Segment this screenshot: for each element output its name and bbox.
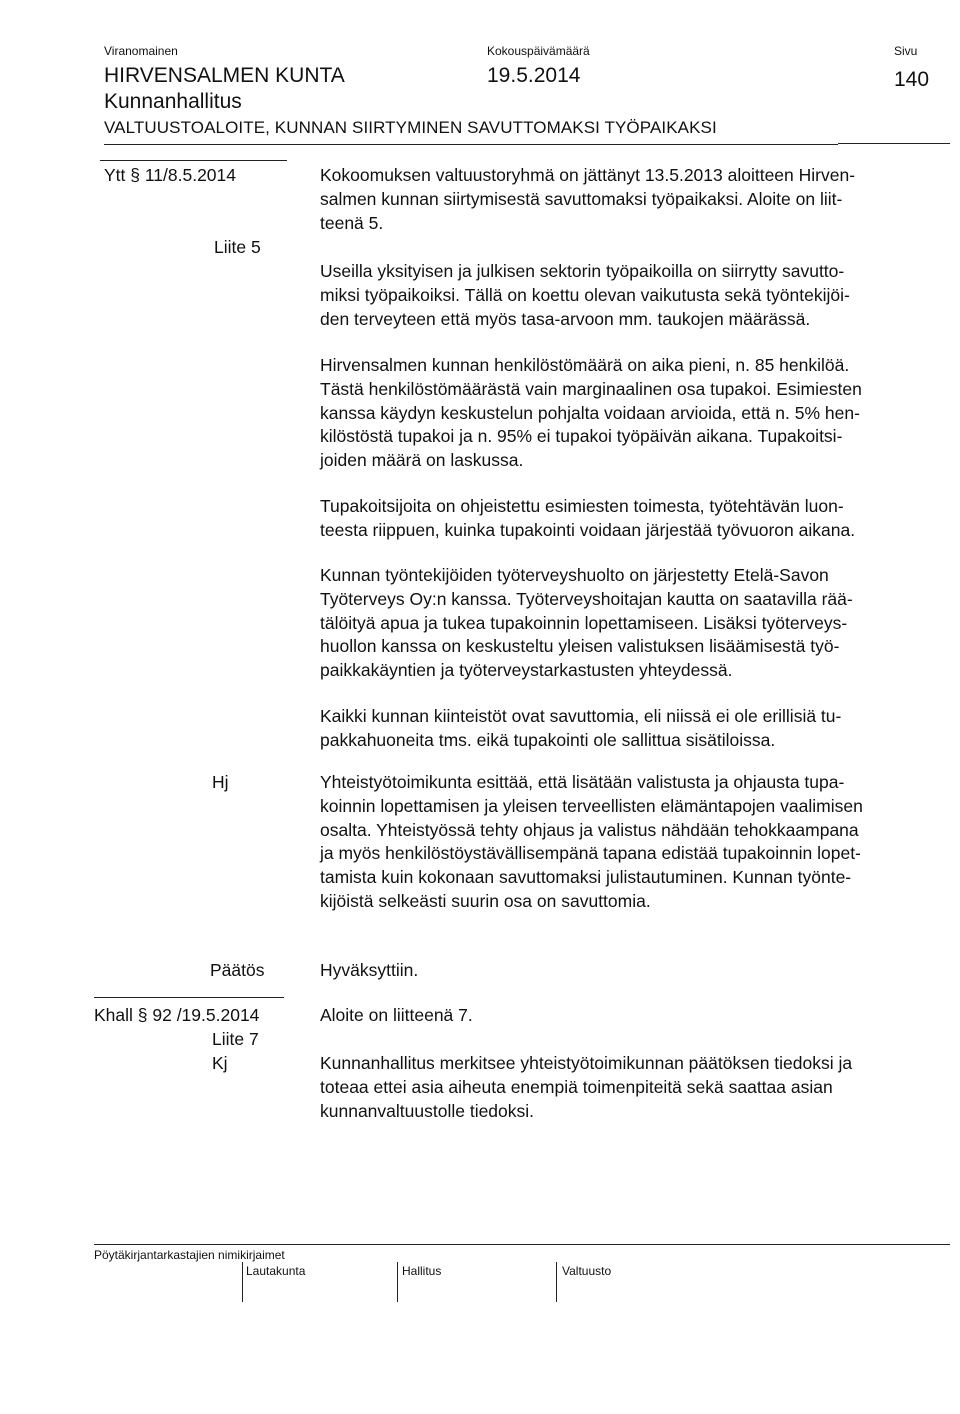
authority-name: HIRVENSALMEN KUNTA [104, 64, 345, 87]
paragraph: Kaikki kunnan kiinteistöt ovat savuttomia, eli niissä ei ole erillisiä tu- pakkahuoneita tms. eikä tupakointi ole sallittua sisätiloissa. [320, 706, 842, 750]
proposal-text: Kunnanhallitus merkitsee yhteistyötoimikunnan päätöksen tiedoksi ja toteaa ettei asia aiheuta enempiä toimenpiteitä sekä saattaa asian kunnanvaltuustolle tiedoksi. [320, 1053, 853, 1121]
page-title: VALTUUSTOALOITE, KUNNAN SIIRTYMINEN SAVUTTOMAKSI TYÖPAIKAKSI [104, 118, 717, 137]
decision-text: Hyväksyttiin. [320, 960, 419, 980]
section-rule [100, 160, 287, 161]
attachment-text: Aloite on liitteenä 7. [320, 1005, 473, 1025]
signatures-label: Pöytäkirjantarkastajien nimikirjaimet [94, 1248, 285, 1262]
meeting-date-label: Kokouspäivämäärä [487, 44, 590, 58]
footer-rule [94, 1244, 950, 1245]
proposal-text: Yhteistyötoimikunta esittää, että lisätään valistusta ja ohjausta tupa- koinnin lopettamisen ja yleisen terveellisten elämäntapojen vaalimisen osalta. Yhteistyössä tehty ohjaus ja valistus nähdään tehokkaampana ja myös henkilöstöystävällisempänä tapana edistää tupakoinnin lopet- tamista kuin kokonaan savuttomaksi julistautuminen. Kunnan työnte- kijöistä selkeästi suurin osa on savuttomia. [320, 772, 863, 911]
proposal-label: Hj [212, 772, 229, 792]
signature-column-valtuusto: Valtuusto [562, 1264, 612, 1278]
paragraph: Useilla yksityisen ja julkisen sektorin työpaikoilla on siirrytty savutto- miksi työpaikoiksi. Tällä on koettu olevan vaikutusta sekä työntekijöi- den terveyteen että myös tasa-arvoon mm. taukojen määrässä. [320, 261, 850, 329]
paragraph: Kokoomuksen valtuustoryhmä on jättänyt 13.5.2013 aloitteen Hirven- salmen kunnan siirtymisestä savuttomaksi työpaikaksi. Aloite on liit- teenä 5. [320, 165, 856, 233]
signature-column-hallitus: Hallitus [402, 1264, 442, 1278]
section-reference: Khall § 92 /19.5.2014 [94, 1005, 260, 1025]
body-name: Kunnanhallitus [104, 90, 242, 113]
proposal-label: Kj [212, 1053, 228, 1073]
attachment-label: Liite 7 [212, 1029, 259, 1049]
authority-label: Viranomainen [104, 44, 178, 58]
meeting-date: 19.5.2014 [487, 64, 581, 87]
signature-divider [397, 1262, 398, 1302]
title-underline [104, 144, 838, 145]
section-rule [94, 997, 284, 998]
section-reference: Ytt § 11/8.5.2014 [104, 165, 237, 185]
page-number: 140 [894, 68, 930, 91]
paragraph: Kunnan työntekijöiden työterveyshuolto on järjestetty Etelä-Savon Työterveys Oy:n kanssa. Työterveyshoitajan kautta on saatavilla rää- tälöityä apua ja tukea tupakoinnin lopettamiseen. Lisäksi työterveys- huollon kanssa on keskusteltu yleisen valistuksen lisäämisestä työ- paikkakäyntien ja työterveystarkastusten yhteydessä. [320, 565, 853, 681]
title-underline-tail [838, 143, 950, 144]
signature-divider [242, 1262, 243, 1302]
paragraph: Hirvensalmen kunnan henkilöstömäärä on aika pieni, n. 85 henkilöä. Tästä henkilöstömäärästä vain marginaalinen osa tupakoi. Esimiesten kanssa käydyn keskustelun pohjalta voidaan arvioida, että n. 5% hen- kilöstöstä tupakoi ja n. 95% ei tupakoi työpäivän aikana. Tupakoitsi- joiden määrä on laskussa. [320, 355, 862, 471]
paragraph: Tupakoitsijoita on ohjeistettu esimiesten toimesta, työtehtävän luon- teesta riippuen, kuinka tupakointi voidaan järjestää työvuoron aikana. [320, 496, 856, 540]
signature-column-lautakunta: Lautakunta [246, 1264, 306, 1278]
attachment-label: Liite 5 [214, 237, 261, 257]
signature-divider [556, 1262, 557, 1302]
decision-label: Päätös [210, 960, 265, 980]
page-label: Sivu [894, 44, 918, 58]
